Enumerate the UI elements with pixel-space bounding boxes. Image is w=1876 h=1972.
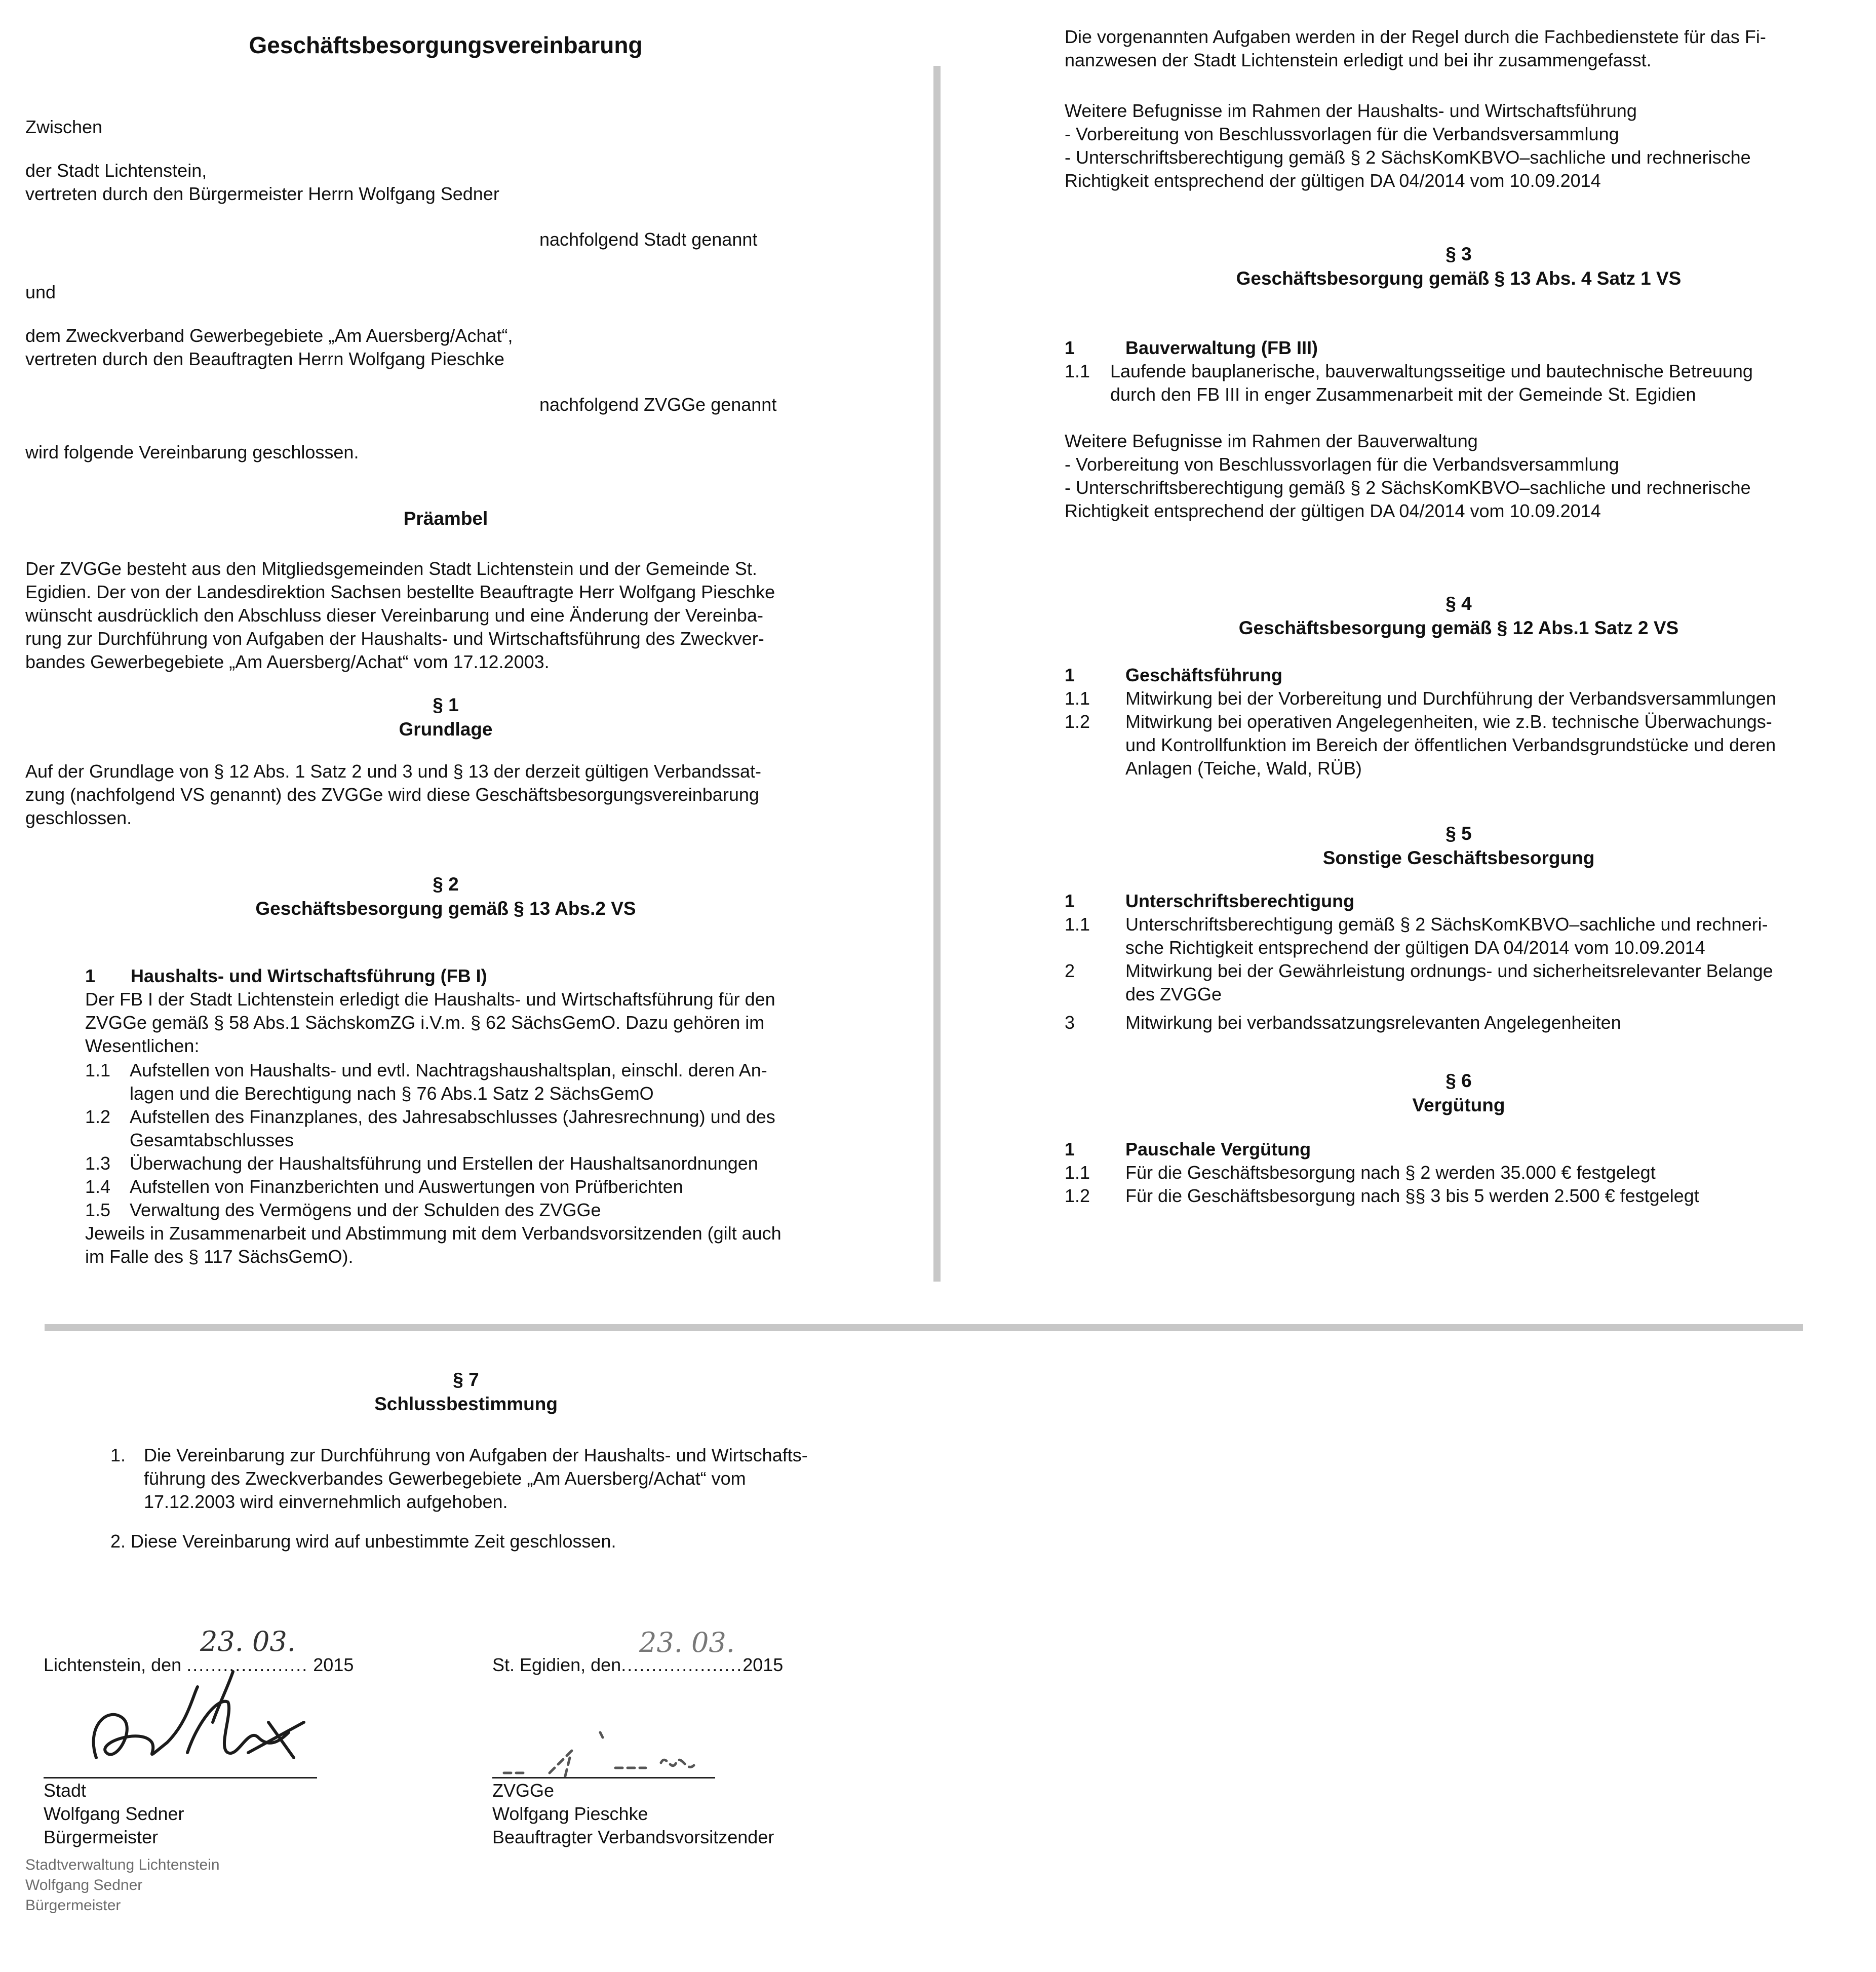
section3-item-title: 1 Bauverwaltung (FB III) xyxy=(1065,337,1318,358)
left-signature-scribble xyxy=(66,1667,329,1773)
parties-closing: wird folgende Vereinbarung geschlossen. xyxy=(25,442,359,462)
left-signatory: Stadt Wolfgang Sedner Bürgermeister xyxy=(44,1780,184,1847)
section2-intro: Der FB I der Stadt Lichtenstein erledigt die Haushalts- und Wirtschaftsführung für den ZVGGe gemäß § 58 Abs.1 SächskomZG i.V.m. § 62 SächsGemO. Dazu gehören im Wesentlichen: xyxy=(85,989,775,1056)
parties-und: und xyxy=(25,282,56,302)
right-signatory: ZVGGe Wolfgang Pieschke Beauftragter Verbandsvorsitzender xyxy=(492,1780,774,1847)
right-handwritten-date: 23. 03. xyxy=(639,1627,735,1658)
left-signature-line xyxy=(44,1777,317,1778)
section2-item-title: 1 Haushalts- und Wirtschaftsführung (FB I) xyxy=(85,965,487,986)
preamble-heading: Präambel xyxy=(403,508,488,529)
party1-line2: vertreten durch den Bürgermeister Herrn Wolfgang Sedner xyxy=(25,183,499,204)
vertical-divider xyxy=(933,66,941,1282)
right-top-extra: Weitere Befugnisse im Rahmen der Haushalts- und Wirtschaftsführung - Vorbereitung von Beschlussvorlagen für die Verbandsversammlung - Unterschriftsberechtigung gemäß § 2 SächsKomKBVO–sachliche und rechnerische Richtigkeit entsprechend der gültigen DA 04/2014 vom 10.09.2014 xyxy=(1065,100,1751,191)
section4-heading: § 4 Geschäftsbesorgung gemäß § 12 Abs.1 Satz 2 VS xyxy=(1238,593,1679,638)
right-signature-scribble xyxy=(494,1722,727,1783)
preamble-text: Der ZVGGe besteht aus den Mitgliedsgemeinden Stadt Lichtenstein und der Gemeinde St. Egidien. Der von der Landesdirektion Sachsen bestellte Beauftragte Herr Wolfgang Pieschke wünscht ausdrücklich den Abschluss dieser Vereinbarung und eine Änderung der Vereinba- rung zur Durchführung von Aufgaben der Haushalts- und Wirtschaftsführung des Zweckver- bandes Gewerbegebiete „Am Auersberg/Achat“ vom 17.12.2003. xyxy=(25,558,775,672)
section6-list: 1 Pauschale Vergütung 1.1 Für die Geschäftsbesorgung nach § 2 werden 35.000 € festgelegt 1.2 Für die Geschäftsbesorgung nach §§ 3 bis 5 werden 2.500 € festgelegt xyxy=(1065,1139,1699,1206)
section7-item1: 1. Die Vereinbarung zur Durchführung von Aufgaben der Haushalts- und Wirtschafts- führung des Zweckverbandes Gewerbegebiete „Am Auersberg/Achat“ vom 17.12.2003 wird einvernehmlich aufgehoben. xyxy=(110,1445,808,1512)
left-handwritten-date: 23. 03. xyxy=(200,1626,296,1657)
party2-alias: nachfolgend ZVGGe genannt xyxy=(539,394,777,415)
section7-heading: § 7 Schlussbestimmung xyxy=(374,1369,558,1414)
section7-item2: 2. Diese Vereinbarung wird auf unbestimmte Zeit geschlossen. xyxy=(110,1531,616,1552)
section4-list: 1 Geschäftsführung 1.1 Mitwirkung bei der Vorbereitung und Durchführung der Verbandsversammlungen 1.2 Mitwirkung bei operativen Angelegenheiten, wie z.B. technische Überwachungs- und Kontrollfunktion im Bereich der öffentlichen Verbandsgrundstücke und deren Anlagen (Teiche, Wald, RÜB) xyxy=(1065,665,1776,779)
section1-text: Auf der Grundlage von § 12 Abs. 1 Satz 2 und 3 und § 13 der derzeit gültigen Verbandssat- zung (nachfolgend VS genannt) des ZVGGe wird diese Geschäftsbesorgungsvereinbarung geschlossen. xyxy=(25,761,761,828)
parties-zwischen: Zwischen xyxy=(25,117,103,137)
party1-alias: nachfolgend Stadt genannt xyxy=(539,229,758,250)
left-signature-place-date: Lichtenstein, den .................... 2015 xyxy=(44,1654,354,1675)
right-signature-line xyxy=(492,1777,715,1778)
section2-heading: § 2 Geschäftsbesorgung gemäß § 13 Abs.2 VS xyxy=(255,874,636,919)
section6-heading: § 6 Vergütung xyxy=(1412,1070,1505,1115)
party1-line1: der Stadt Lichtenstein, xyxy=(25,160,207,181)
section3-heading: § 3 Geschäftsbesorgung gemäß § 13 Abs. 4 Satz 1 VS xyxy=(1236,244,1682,289)
section1-heading: § 1 Grundlage xyxy=(399,694,493,740)
right-signature-place-date: St. Egidien, den....................2015 xyxy=(492,1654,784,1675)
section5-heading: § 5 Sonstige Geschäftsbesorgung xyxy=(1322,823,1595,868)
right-top-text: Die vorgenannten Aufgaben werden in der Regel durch die Fachbedienstete für das Fi- nanzwesen der Stadt Lichtenstein erledigt und bei ihr zusammengefasst. xyxy=(1065,26,1766,70)
section2-outro: Jeweils in Zusammenarbeit und Abstimmung mit dem Verbandsvorsitzenden (gilt auch im Falle des § 117 SächsGemO). xyxy=(85,1223,781,1267)
section2-sublist: 1.1 Aufstellen von Haushalts- und evtl. Nachtragshaushaltsplan, einschl. deren An- lagen und die Berechtigung nach § 76 Abs.1 Satz 2 SächsGemO 1.2 Aufstellen des Finanzplanes, des Jahresabschlusses (Jahresrechnung) und des Gesamtabschlusses 1.3 Überwachung der Haushaltsführung und Erstellen der Haushaltsanordnungen 1.4 Aufstellen von Finanzberichten und Auswertungen von Prüfberichten 1.5 Verwaltung des Vermögens und der Schulden des ZVGGe xyxy=(85,1060,775,1220)
party2-line2: vertreten durch den Beauftragten Herrn Wolfgang Pieschke xyxy=(25,349,504,369)
section5-list: 1 Unterschriftsberechtigung 1.1 Unterschriftsberechtigung gemäß § 2 SächsKomKBVO–sachliche und rechneri- sche Richtigkeit entsprechend der gültigen DA 04/2014 vom 10.09.2014 2 Mitwirkung bei der Gewährleistung ordnungs- und sicherheitsrelevanter Belange des ZVGGe 3 Mitwirkung bei verbandssatzungsrelevanten Angelegenheiten xyxy=(1065,891,1773,1033)
document-title: Geschäftsbesorgungsvereinbarung xyxy=(249,32,643,58)
section3-sub: 1.1 Laufende bauplanerische, bauverwaltungsseitige und bautechnische Betreuung durch den FB III in enger Zusammenarbeit mit der Gemeinde St. Egidien xyxy=(1065,361,1753,405)
left-official-stamp: Stadtverwaltung Lichtenstein Wolfgang Sedner Bürgermeister xyxy=(25,1857,220,1914)
party2-line1: dem Zweckverband Gewerbegebiete „Am Auersberg/Achat“, xyxy=(25,325,513,346)
section3-extra: Weitere Befugnisse im Rahmen der Bauverwaltung - Vorbereitung von Beschlussvorlagen für die Verbandsversammlung - Unterschriftsberechtigung gemäß § 2 SächsKomKBVO–sachliche und rechnerische Richtigkeit entsprechend der gültigen DA 04/2014 vom 10.09.2014 xyxy=(1065,431,1751,521)
horizontal-divider xyxy=(45,1324,1803,1331)
